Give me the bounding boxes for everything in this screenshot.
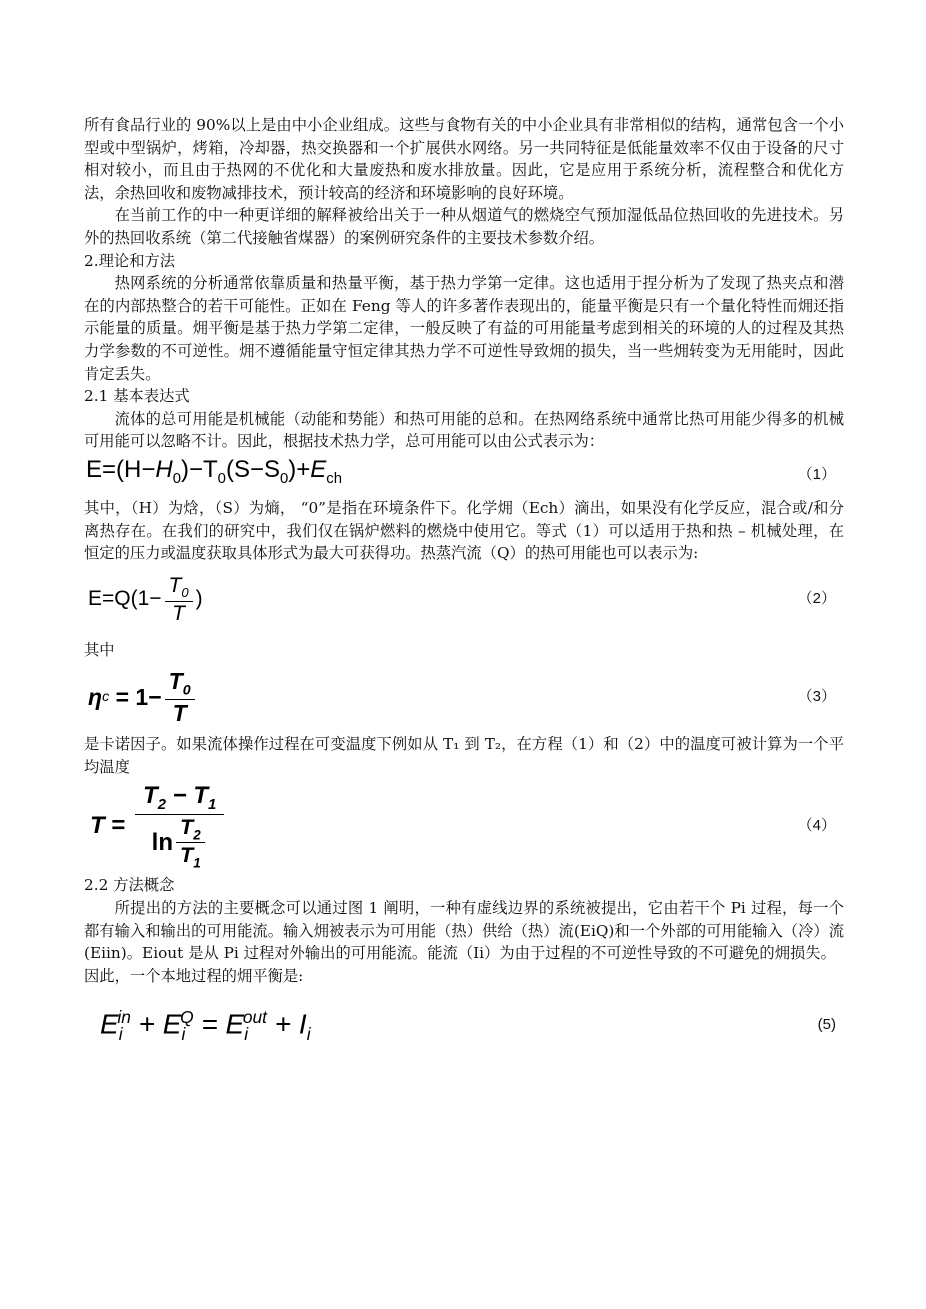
equation-4-number: （4） [797,817,836,835]
paragraph-eq1-explanation: 其中，（H）为焓，（S）为熵， “0”是指在环境条件下。化学㶲（Ech）滴出，如果没有化学反应，混合或/和分离热存在。在我们的研究中，我们仅在锅炉燃料的燃烧中使用它。等式（1）可以适用于热和热 – 机械处理，在恒定的压力或温度获取具体形式为最大可获得功。热蒸汽流（Q）的热可用能也可以表示为: [84,498,844,563]
paragraph-basic-expression: 流体的总可用能是机械能（动能和势能）和热可用能的总和。在热网络系统中通常比热可用能少得多的机械可用能可以忽略不计。因此，根据技术热力学，总可用能可以由公式表示为： [84,409,844,451]
section-2-1-heading: 2.1 基本表达式 [84,387,190,406]
equation-5-number: (5) [817,1016,836,1034]
equation-1: $E=(H-H_0)-T_0(S-S_0)+E_{ch}$ （1） [86,456,836,487]
section-2-2-heading: 2.2 方法概念 [84,876,175,895]
paragraph-carnot-factor: 是卡诺因子。如果流体操作过程在可变温度下例如从 T₁ 到 T₂，在方程（1）和（2）中的温度可被计算为一个平均温度 [84,735,844,776]
equation-4: T = $T_2 - T_1$ ln $\frac{T_2}{T_1}$ （4） [90,781,836,871]
equation-1-number: （1） [797,465,836,483]
equation-2-number: （2） [797,590,836,608]
paragraph-current-work: 在当前工作的中一种更详细的解释被给出关于一种从烟道气的燃烧空气预加湿低品位热回收的先进技术。另外的热回收系统（第二代接触省煤器）的案例研究条件的主要技术参数介绍。 [84,206,844,247]
paragraph-local-balance: 因此，一个本地过程的㶲平衡是: [84,966,304,985]
equation-3: η c = 1− $\frac{T_0}{T}$ （3） [88,668,836,727]
equation-2: E=Q(1− $\frac{T_0}{T}$ ) （2） [88,573,836,625]
where-label: 其中 [84,640,115,659]
equation-5: $E_i^{in} + E_i^Q = E_i^{out} + I_i$ (5) [100,1006,836,1044]
paragraph-theory: 热网系统的分析通常依靠质量和热量平衡，基于热力学第一定律。这也适用于捏分析为了发现了热夹点和潜在的内部热整合的若干可能性。正如在 Feng 等人的许多著作表现出的，能量平衡是只有一个量化特性而㶲还指示能量的质量。㶲平衡是基于热力学第二定律，一般反映了有益的可用能量考虑到相关的环境的人的过程及其热力学参数的不可逆性。㶲不遵循能量守恒定律其热力学不可逆性导致㶲的损失，当一些㶲转变为无用能时，因此肯定丢失。 [84,274,844,383]
document-page [84,114,844,1059]
paragraph-intro: 所有食品行业的 90%以上是由中小企业组成。这些与食物有关的中小企业具有非常相似的结构，通常包含一个小型或中型锅炉，烤箱，冷却器，热交换器和一个扩展供水网络。另一共同特征是低能量效率不仅由于设备的尺寸相对较小，而且由于热网的不优化和大量废热和废水排放量。因此，它是应用于系统分析，流程整合和优化方法，余热回收和废物减排技术，预计较高的经济和环境影响的良好环境。 [84,116,844,202]
paragraph-method-concept: 所提出的方法的主要概念可以通过图 1 阐明，一种有虚线边界的系统被提出，它由若干个 Pi 过程，每一个都有输入和输出的可用能流。输入㶲被表示为可用能（热）供给（热）流(EiQ)和一个外部的可用能输入（冷）流(Eiin)。Eiout 是从 Pi 过程对外输出的可用能流。能流（Ii）为由于过程的不可逆性导致的不可避免的㶲损失。 [84,899,844,963]
equation-3-number: （3） [797,687,836,705]
section-2-heading: 2.理论和方法 [84,251,176,270]
